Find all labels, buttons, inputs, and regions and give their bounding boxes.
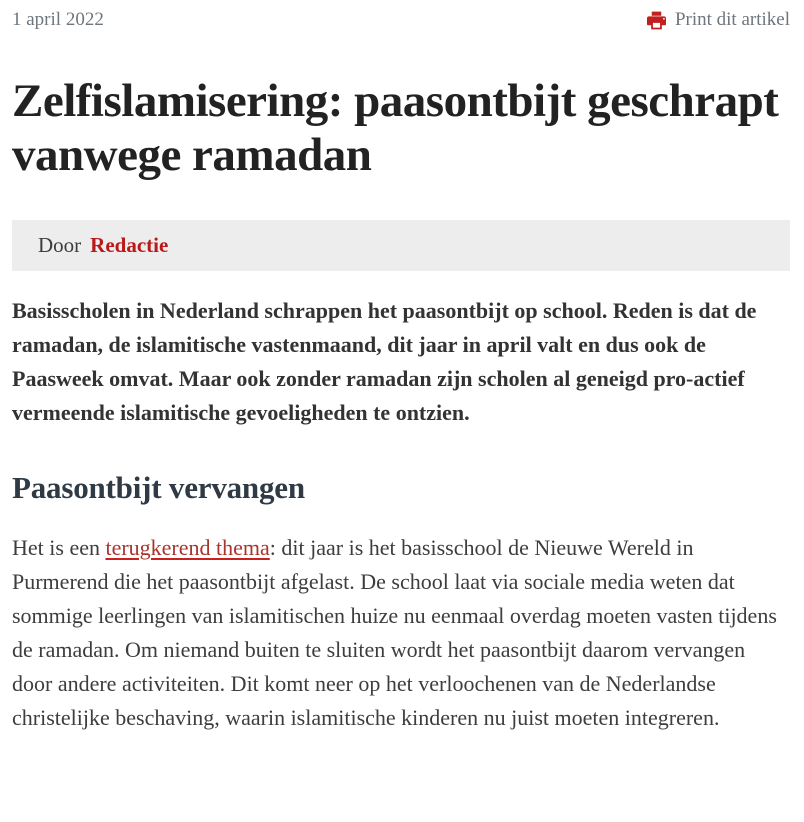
printer-icon bbox=[647, 11, 666, 30]
byline-box bbox=[12, 220, 790, 271]
article-meta-bar bbox=[12, 9, 790, 31]
section-heading: Paasontbijt vervangen bbox=[12, 470, 305, 506]
body-text-before-link: Het is een bbox=[12, 535, 106, 561]
article-intro: Basisscholen in Nederland schrappen het paasontbijt op school. Reden is dat de ramadan, de islamitische vastenmaand, dit jaar in april valt en dus ook de Paasweek omvat. Maar ook zonder ramadan zijn scholen al geneigd pro-actief vermeende islamitische gevoeligheden te ontzien. bbox=[12, 298, 757, 426]
terugkerend-thema-link[interactable]: terugkerend thema bbox=[105, 535, 270, 561]
print-label: Print dit artikel bbox=[674, 9, 790, 30]
article-body bbox=[12, 531, 790, 735]
author-link[interactable]: Redactie bbox=[90, 233, 169, 258]
body-text-after-link: : dit jaar is het basisschool de Nieuwe Wereld in Purmerend die het paasontbijt afgelast. De school laat via sociale media weten dat sommige leerlingen van islamitischen huize nu eenmaal overdag moeten vasten tijdens de ramadan. Om niemand buiten te sluiten wordt het paasontbijt daarom vervangen door andere activiteiten. Dit komt neer op het verloochenen van de Nederlandse christelijke beschaving, waarin islamitische kinderen nu juist moeten integreren. bbox=[12, 535, 777, 731]
article-date: 1 april 2022 bbox=[12, 9, 104, 30]
byline-prefix: Door bbox=[38, 233, 82, 258]
article-title: Zelfislamisering: paasontbijt geschrapt vanwege ramadan bbox=[12, 75, 779, 181]
print-article-link[interactable] bbox=[647, 9, 790, 31]
